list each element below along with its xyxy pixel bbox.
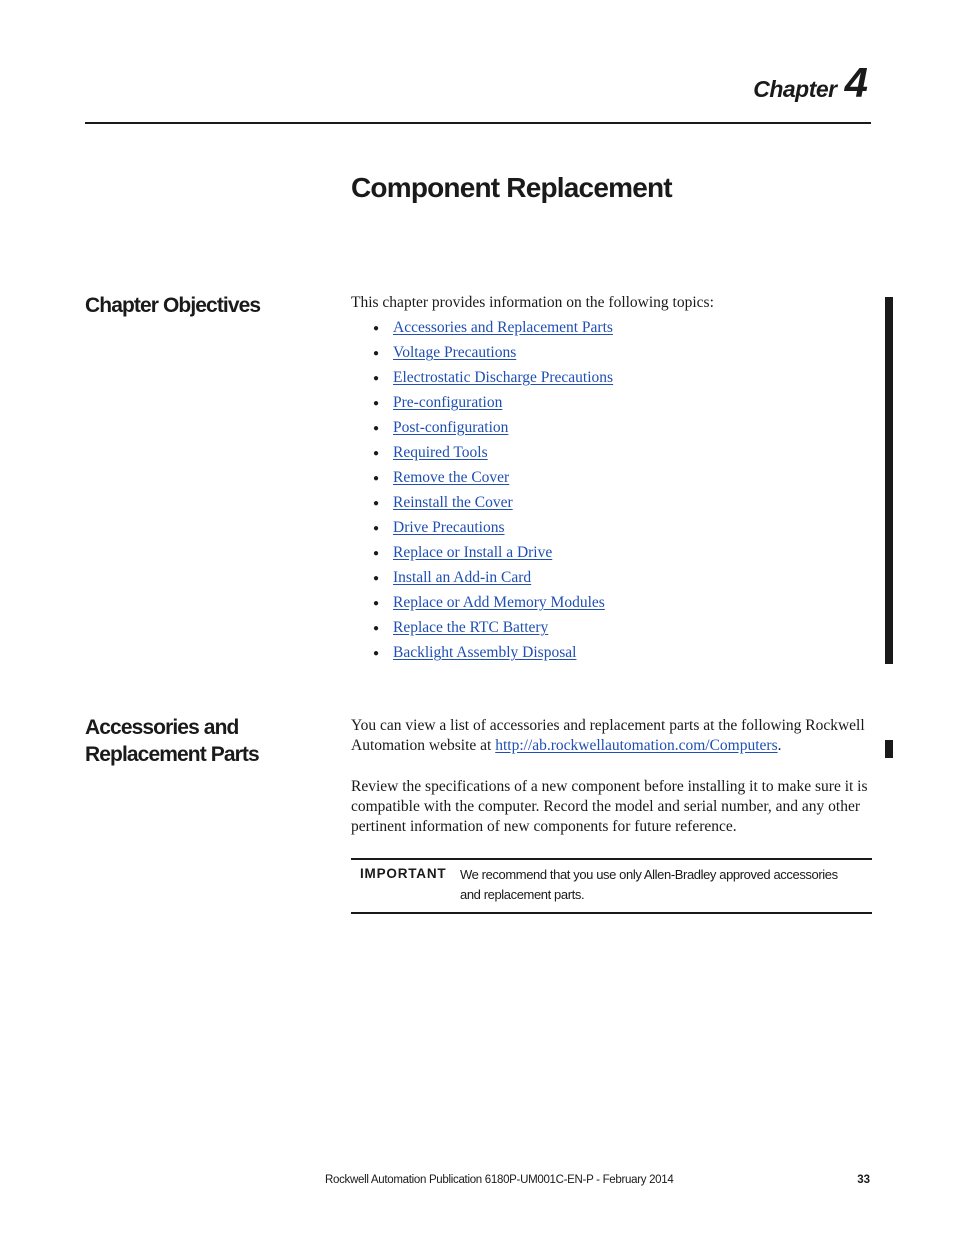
objectives-intro: This chapter provides information on the following topics: — [351, 294, 714, 311]
topic-link-post-configuration[interactable]: Post-configuration — [393, 419, 509, 436]
list-item — [351, 418, 613, 443]
topic-link-reinstall-cover[interactable]: Reinstall the Cover — [393, 494, 513, 511]
topic-list — [351, 318, 613, 668]
chapter-word: Chapter — [753, 76, 837, 102]
topic-link-replace-install-drive[interactable]: Replace or Install a Drive — [393, 544, 553, 561]
header-rule — [85, 122, 871, 124]
bullet-icon: ● — [373, 598, 380, 609]
accessories-paragraph-2: Review the specifications of a new component before installing it to make sure it is compatible with the computer. Record the model and serial number, and any other pertinent information of new components for future reference. — [351, 778, 868, 835]
topic-link-memory-modules[interactable]: Replace or Add Memory Modules — [393, 594, 605, 611]
bullet-icon: ● — [373, 373, 380, 384]
list-item — [351, 618, 613, 643]
topic-link-backlight-disposal[interactable]: Backlight Assembly Disposal — [393, 644, 577, 661]
bullet-icon: ● — [373, 348, 380, 359]
section-heading-chapter-objectives: Chapter Objectives — [85, 294, 261, 317]
list-item — [351, 518, 613, 543]
bullet-icon: ● — [373, 398, 380, 409]
bullet-icon: ● — [373, 498, 380, 509]
rockwell-website-link[interactable]: http://ab.rockwellautomation.com/Computers — [495, 737, 778, 754]
topic-link-accessories[interactable]: Accessories and Replacement Parts — [393, 319, 613, 336]
list-item — [351, 393, 613, 418]
chapter-header — [753, 59, 868, 106]
list-item — [351, 643, 613, 668]
list-item — [351, 543, 613, 568]
bullet-icon: ● — [373, 323, 380, 334]
important-callout — [351, 858, 872, 914]
accessories-text: You can view a list of accessories and replacement parts at the following Rockwell Automation website at — [351, 717, 865, 754]
topic-link-install-addin-card[interactable]: Install an Add-in Card — [393, 569, 532, 586]
list-item — [351, 368, 613, 393]
important-label: IMPORTANT — [360, 866, 447, 881]
topic-link-remove-cover[interactable]: Remove the Cover — [393, 469, 510, 486]
bullet-icon: ● — [373, 573, 380, 584]
accessories-paragraph-1 — [351, 716, 873, 756]
topic-link-rtc-battery[interactable]: Replace the RTC Battery — [393, 619, 549, 636]
accessories-text-end: . — [777, 737, 782, 754]
list-item — [351, 593, 613, 618]
list-item — [351, 343, 613, 368]
topic-link-drive-precautions[interactable]: Drive Precautions — [393, 519, 505, 536]
topic-link-required-tools[interactable]: Required Tools — [393, 444, 488, 461]
list-item — [351, 493, 613, 518]
change-bar — [885, 740, 893, 758]
chapter-title: Component Replacement — [351, 172, 672, 203]
bullet-icon: ● — [373, 423, 380, 434]
bullet-icon: ● — [373, 523, 380, 534]
topic-link-pre-configuration[interactable]: Pre-configuration — [393, 394, 503, 411]
list-item — [351, 443, 613, 468]
bullet-icon: ● — [373, 448, 380, 459]
list-item — [351, 468, 613, 493]
bullet-icon: ● — [373, 548, 380, 559]
bullet-icon: ● — [373, 648, 380, 659]
section-heading-accessories: Accessories and Replacement Parts — [85, 716, 259, 766]
bullet-icon: ● — [373, 473, 380, 484]
footer-publication: Rockwell Automation Publication 6180P-UM001C-EN-P - February 2014 — [325, 1174, 674, 1186]
topic-link-esd-precautions[interactable]: Electrostatic Discharge Precautions — [393, 369, 614, 386]
change-bar — [885, 297, 893, 664]
list-item — [351, 318, 613, 343]
list-item — [351, 568, 613, 593]
bullet-icon: ● — [373, 623, 380, 634]
page-number: 33 — [857, 1174, 870, 1186]
important-text: We recommend that you use only Allen-Bradley approved accessories and replacement parts. — [460, 867, 838, 902]
chapter-number: 4 — [844, 59, 868, 106]
topic-link-voltage-precautions[interactable]: Voltage Precautions — [393, 344, 517, 361]
